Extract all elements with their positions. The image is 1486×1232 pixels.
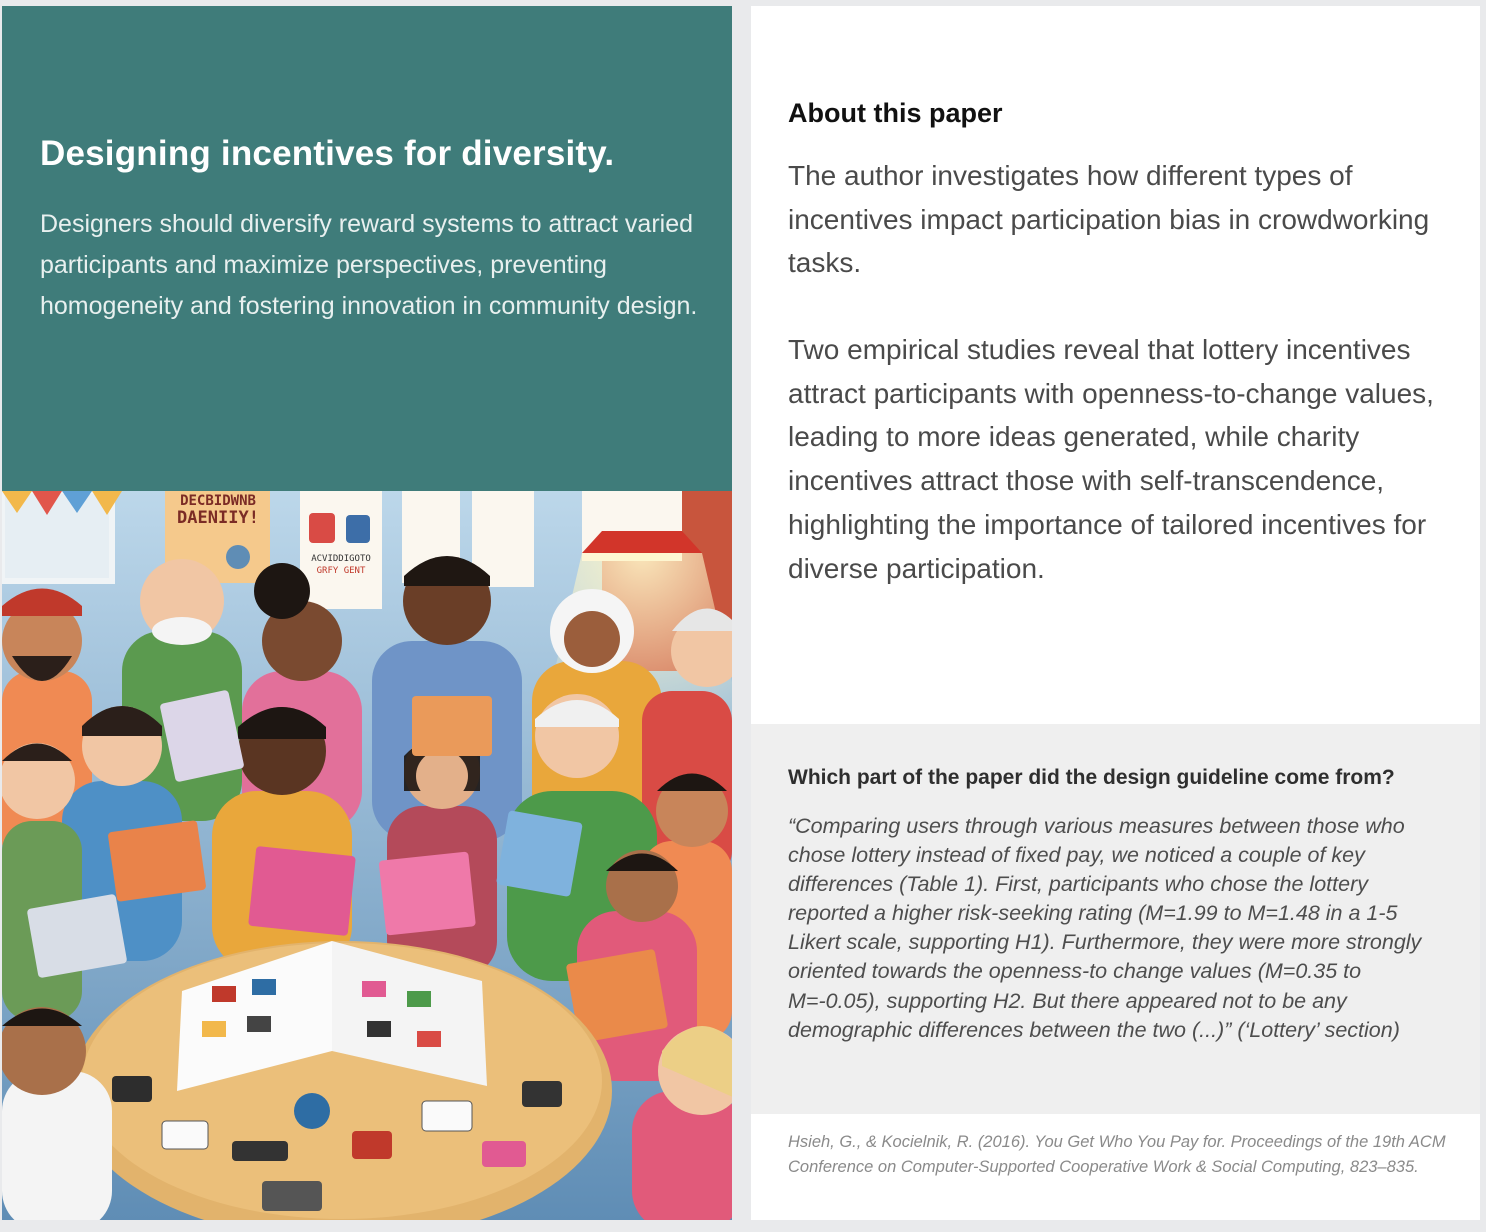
book [412, 696, 492, 756]
about-paragraph-1: The author investigates how different types of incentives impact participation bias in crowdworking tasks. [788, 160, 1430, 279]
citation: Hsieh, G., & Kocielnik, R. (2016). You Get Who You Pay for. Proceedings of the 19th ACM Conference on Computer-Supported Cooperative Work & Social Computing, 823–835. [788, 1133, 1446, 1176]
poster-middle [300, 491, 382, 609]
source-question: Which part of the paper did the design guideline come from? [788, 766, 1395, 789]
about-heading: About this paper [788, 98, 1003, 128]
guideline-description: Designers should diversify reward systems to attract varied participants and maximize perspectives, preventing homogeneity and fostering innovation in community design. [40, 210, 698, 320]
svg-text:ACVIDDIGOTO: ACVIDDIGOTO [311, 554, 371, 564]
source-quote-box [751, 724, 1480, 1114]
gadget [422, 1101, 472, 1131]
gadget [232, 1141, 288, 1161]
about-paragraph-2: Two empirical studies reveal that lottery incentives attract participants with openness-to-change values, leading to more ideas generated, while charity incentives attract those with self-transcendence, highlighting the importance of tailored incentives for diverse participation. [788, 334, 1434, 584]
book [108, 820, 207, 902]
svg-text:DAENIIY!: DAENIIY! [177, 508, 259, 528]
svg-text:DECBIDWNB: DECBIDWNB [180, 493, 256, 509]
source-quote: “Comparing users through various measures between those who chose lottery instead of fixed pay, we noticed a couple of key differences (Table 1). First, participants who chose the lottery reported a higher risk-seeking rating (M=1.99 to M=1.48 in a 1-5 Likert scale, supporting H1). Furthermore, they were more strongly oriented towards the openness-to change values (M=0.35 to M=-0.05), supporting H2. But there appeared not to be any demographic differences between the two (...)” (‘Lottery’ section) [788, 814, 1422, 1042]
gadget [352, 1131, 392, 1159]
guideline-card [2, 6, 732, 1220]
guideline-title: Designing incentives for diversity. [40, 134, 615, 173]
gadget [294, 1093, 330, 1129]
book [379, 851, 476, 935]
gadget [262, 1181, 322, 1211]
guideline-header [2, 6, 732, 491]
lamp [582, 531, 702, 553]
svg-text:GRFY GENT: GRFY GENT [316, 566, 366, 576]
person [2, 743, 82, 1021]
book [496, 810, 583, 897]
gadget [482, 1141, 526, 1167]
gadget [162, 1121, 208, 1149]
gadget [522, 1081, 562, 1107]
paper-card [751, 6, 1480, 1220]
gadget [112, 1076, 152, 1102]
community-illustration [2, 491, 732, 1220]
book [248, 846, 356, 936]
